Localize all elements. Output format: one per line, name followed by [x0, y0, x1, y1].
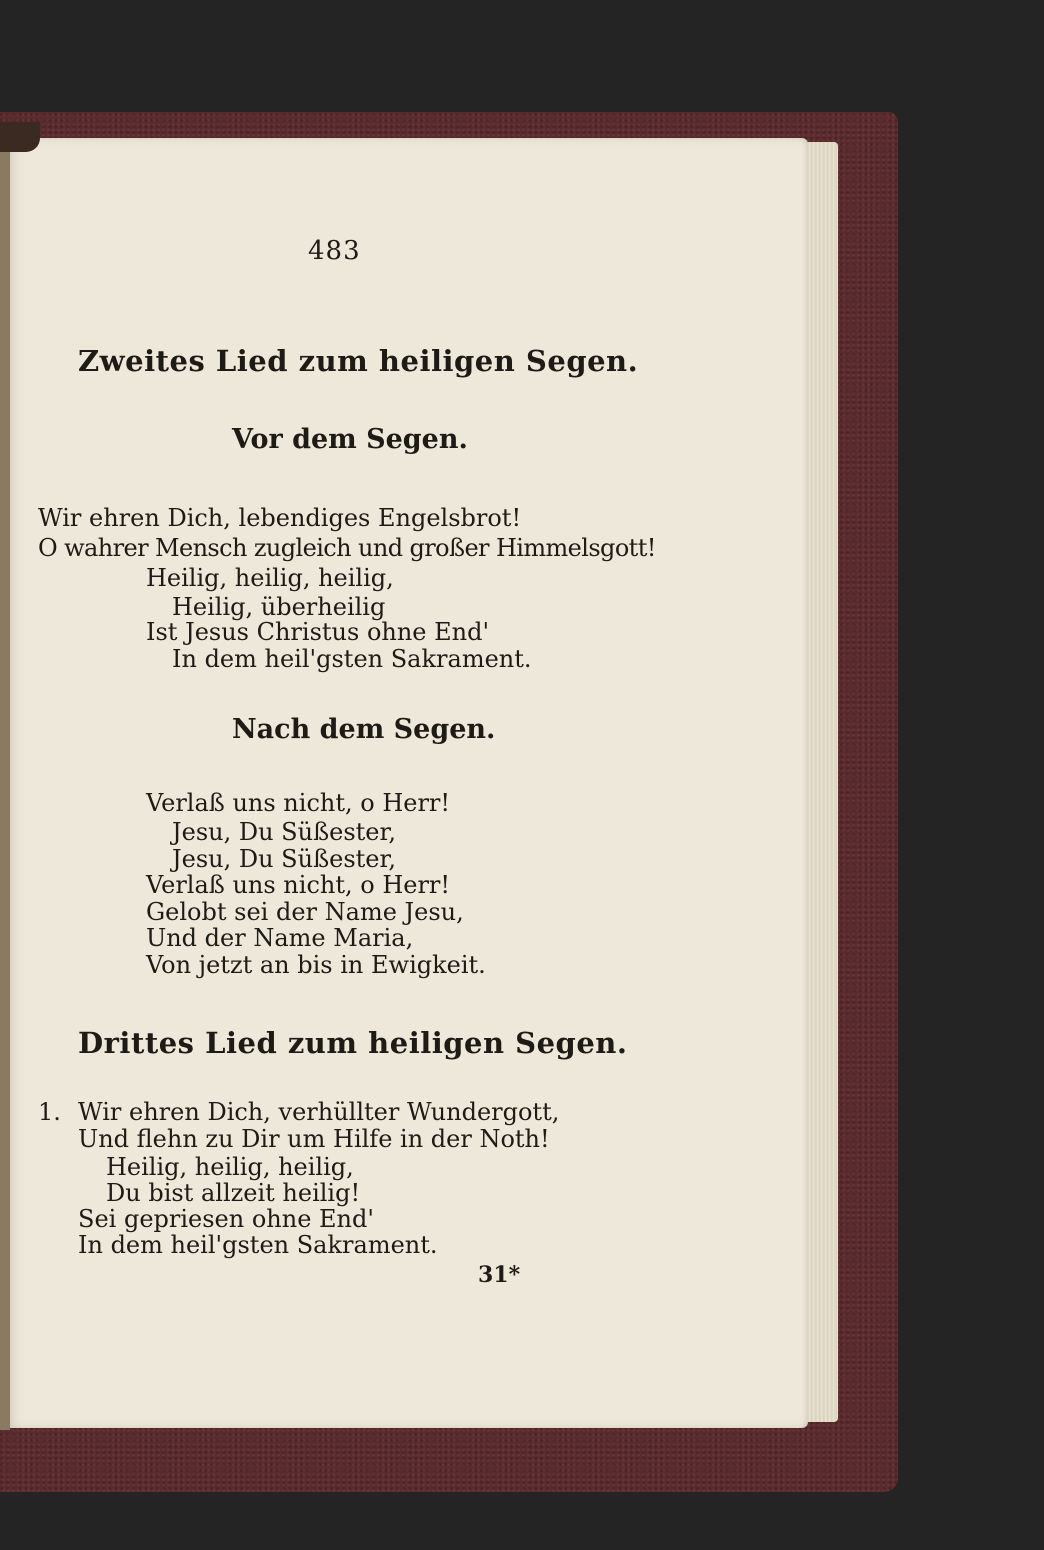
- book-binding: [0, 122, 40, 152]
- verse-line: Und der Name Maria,: [146, 924, 414, 952]
- signature-mark: 31*: [478, 1262, 521, 1288]
- verse-line: Heilig, heilig, heilig,: [106, 1153, 354, 1181]
- verse-line: Verlaß uns nicht, o Herr!: [146, 871, 451, 899]
- section-title-zweites: Zweites Lied zum heiligen Segen.: [78, 344, 639, 378]
- verse-line: Wir ehren Dich, verhüllter Wundergott,: [78, 1098, 560, 1126]
- verse-number: 1.: [38, 1098, 61, 1126]
- verse-line: Von jetzt an bis in Ewigkeit.: [146, 951, 486, 979]
- verse-line: Sei gepriesen ohne End': [78, 1205, 374, 1233]
- verse-line: Heilig, überheilig: [172, 593, 386, 621]
- verse-line: Jesu, Du Süßester,: [172, 818, 396, 846]
- verse-line: In dem heil'gsten Sakrament.: [172, 645, 532, 673]
- verse-line: Wir ehren Dich, lebendiges Engelsbrot!: [38, 504, 522, 532]
- verse-line: Du bist allzeit heilig!: [106, 1179, 361, 1207]
- verse-line: Heilig, heilig, heilig,: [146, 564, 394, 592]
- page-number: 483: [308, 236, 361, 266]
- subheading-nach-dem-segen: Nach dem Segen.: [232, 714, 496, 745]
- verse-line: Gelobt sei der Name Jesu,: [146, 898, 464, 926]
- page-gutter: [0, 150, 10, 1430]
- section-title-drittes: Drittes Lied zum heiligen Segen.: [78, 1026, 628, 1060]
- verse-line: In dem heil'gsten Sakrament.: [78, 1231, 438, 1259]
- verse-line: Jesu, Du Süßester,: [172, 845, 396, 873]
- verse-line: O wahrer Mensch zugleich und großer Himmelsgott!: [38, 534, 656, 562]
- verse-line: Verlaß uns nicht, o Herr!: [146, 789, 451, 817]
- verse-line: Und flehn zu Dir um Hilfe in der Noth!: [78, 1125, 550, 1153]
- subheading-vor-dem-segen: Vor dem Segen.: [232, 424, 468, 455]
- verse-line: Ist Jesus Christus ohne End': [146, 618, 490, 646]
